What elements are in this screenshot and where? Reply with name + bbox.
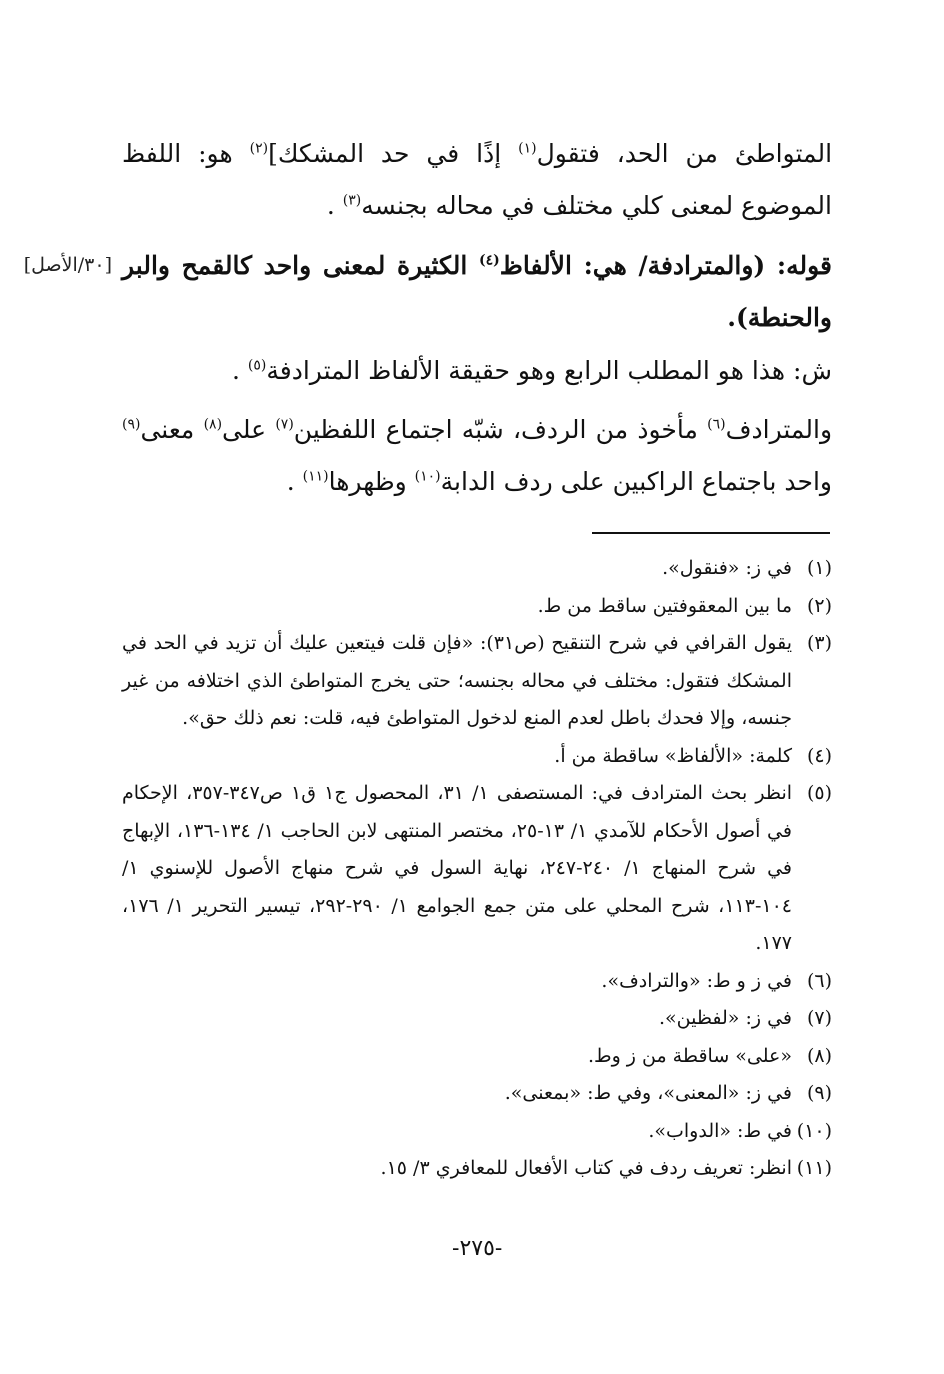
footnote-item bbox=[122, 963, 832, 1001]
footnote-number: (٢) bbox=[806, 594, 832, 617]
footnote-item bbox=[122, 550, 832, 588]
footnote-text: «على» ساقطة من ز وط. bbox=[587, 1044, 792, 1067]
footnote-marker[interactable]: (١٠) bbox=[414, 468, 441, 485]
footnote-marker[interactable]: (٣) bbox=[342, 192, 362, 209]
text-run: . bbox=[286, 467, 303, 496]
text-run: المتواطئ من الحد، فتقول bbox=[536, 139, 833, 168]
footnote-marker[interactable]: (٦) bbox=[707, 416, 726, 433]
footnote-text: انظر: تعريف ردف في كتاب الأفعال للمعافري ٣/ ١٥. bbox=[380, 1157, 792, 1179]
footnote-marker[interactable]: (٢) bbox=[249, 140, 269, 157]
footnote-marker[interactable]: (٨) bbox=[203, 416, 223, 433]
page-number: -٢٧٥- bbox=[452, 1236, 503, 1261]
text-run: . bbox=[231, 356, 248, 385]
footnote-item bbox=[122, 1000, 832, 1038]
text-run: إذًا في حد المشكك] bbox=[268, 139, 519, 168]
footnote-number: (٨) bbox=[806, 1044, 832, 1067]
text-run: مأخوذ من الردف، شبّه اجتماع اللفظين bbox=[293, 415, 708, 444]
footnote-number: (١١) bbox=[796, 1157, 832, 1179]
text-run: وظهرها bbox=[328, 467, 415, 496]
footnote-text: كلمة: «الألفاظ» ساقطة من أ. bbox=[554, 744, 792, 767]
margin-reference-note: [٣٠/الأصل] bbox=[23, 254, 112, 276]
footnote-item bbox=[122, 1113, 832, 1151]
footnote-text: يقول القرافي في شرح التنقيح (ص٣١): «فإن قلت فيتعين عليك أن تزيد في الحد في المشكك فتقول: مختلف في محاله بجنسه؛ حتى يخرج المتواطئ الذي اختلافه من غير جنسه، وإلا فحدك باطل لعدم المنع لدخول المتواطئ فيه، قلت: نعم ذلك حق». bbox=[122, 632, 792, 729]
footnote-marker[interactable]: (٥) bbox=[247, 357, 267, 374]
footnote-number: (٧) bbox=[806, 1007, 832, 1029]
text-run: قوله: (والمترادفة/ هي: الألفاظ bbox=[499, 251, 833, 280]
footnote-item bbox=[122, 1150, 832, 1188]
footnote-item bbox=[122, 775, 832, 963]
footnote-item bbox=[122, 625, 832, 738]
footnote-number: (٥) bbox=[806, 782, 832, 804]
footnote-item bbox=[122, 1038, 832, 1076]
text-run: ش: هذا هو المطلب الرابع وهو حقيقة الألفاظ المترادفة bbox=[266, 356, 832, 385]
body-paragraph-3 bbox=[122, 345, 832, 397]
footnote-text: في ط: «الدواب». bbox=[648, 1119, 792, 1142]
footnote-number: (٦) bbox=[806, 969, 832, 992]
footnote-text: في ز: «المعنى»، وفي ط: «بمعنى». bbox=[504, 1082, 792, 1104]
footnote-item bbox=[122, 738, 832, 776]
footnote-item bbox=[122, 1075, 832, 1113]
footnote-text: ما بين المعقوفتين ساقط من ط. bbox=[537, 594, 792, 617]
footnote-number: (٤) bbox=[806, 744, 832, 767]
body-paragraph-4 bbox=[122, 404, 832, 508]
footnote-marker[interactable]: (٧) bbox=[275, 416, 294, 433]
footnote-text: في ز: «فنقول». bbox=[662, 557, 792, 579]
text-run: معنى bbox=[140, 415, 204, 444]
text-run: هو: اللفظ الموضوع لمعنى كلي مختلف في محاله بجنسه bbox=[122, 139, 832, 220]
footnote-number: (١) bbox=[806, 557, 832, 579]
footnote-number: (٩) bbox=[806, 1082, 832, 1104]
footnotes-section bbox=[122, 550, 832, 1188]
footnote-marker[interactable]: (٤) bbox=[478, 252, 500, 269]
footnote-item bbox=[122, 588, 832, 626]
footnote-separator bbox=[592, 532, 830, 534]
footnote-marker[interactable]: (١١) bbox=[302, 468, 329, 485]
footnote-number: (٣) bbox=[806, 632, 832, 654]
footnote-text: في ز و ط: «والترادف». bbox=[601, 969, 792, 992]
text-run: الكثيرة لمعنى واحد كالقمح والبر والحنطة). bbox=[122, 251, 832, 332]
footnote-marker[interactable]: (١) bbox=[518, 140, 537, 157]
footnote-text: انظر بحث المترادف في: المستصفى ١/ ٣١، المحصول ج١ ق١ ص٣٤٧-٣٥٧، الإحكام في أصول الأحكام للآمدي ١/ ١٣-٢٥، مختصر المنتهى لابن الحاجب ١/ ١٣٤-١٣٦، الإبهاج في شرح المنهاج ١/ ٢٤٠-٢٤٧، نهاية السول في شرح منهاج الأصول للإسنوي ١/ ١٠٤-١١٣، شرح المحلي على متن جمع الجوامع ١/ ٢٩٠-٢٩٢، تيسير التحرير ١/ ١٧٦، ١٧٧. bbox=[122, 782, 793, 954]
text-run: . bbox=[326, 191, 343, 220]
text-run: واحد باجتماع الراكبين على ردف الدابة bbox=[440, 467, 832, 496]
footnote-marker[interactable]: (٩) bbox=[122, 416, 141, 433]
text-run: والمترادف bbox=[725, 415, 833, 444]
body-paragraph-1 bbox=[122, 128, 832, 232]
text-run: على bbox=[222, 415, 276, 444]
body-paragraph-2 bbox=[122, 240, 832, 344]
footnote-text: في ز: «لفظين». bbox=[658, 1007, 792, 1029]
footnote-number: (١٠) bbox=[796, 1119, 832, 1142]
